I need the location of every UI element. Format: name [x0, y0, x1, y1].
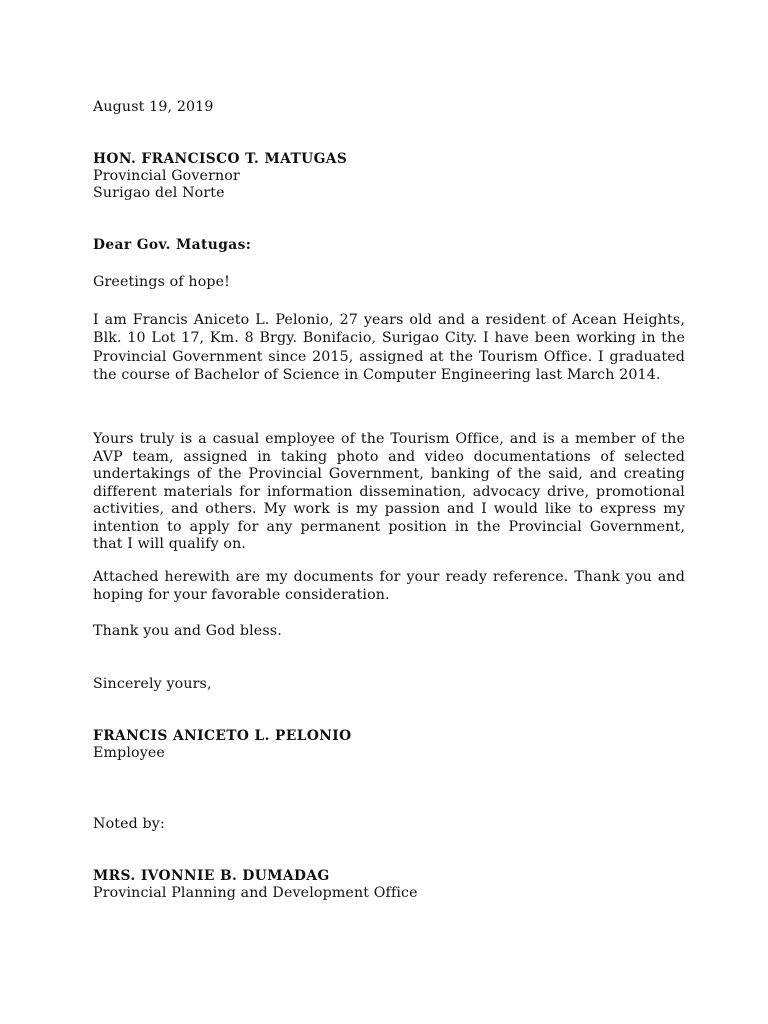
salutation: Dear Gov. Matugas: [93, 237, 252, 253]
noter-office: Provincial Planning and Development Office [93, 885, 418, 901]
greeting: Greetings of hope! [93, 274, 231, 290]
body-paragraph-3: Attached herewith are my documents for your ready reference. Thank you and hoping for your favorable consideration. [93, 569, 685, 603]
noted-by-label: Noted by: [93, 816, 165, 832]
recipient-title: Provincial Governor [93, 168, 240, 184]
recipient-location: Surigao del Norte [93, 185, 225, 201]
body-paragraph-1: I am Francis Aniceto L. Pelonio, 27 years old and a resident of Acean Heights, Blk. 10 Lot 17, Km. 8 Brgy. Bonifacio, Surigao City. I have been working in the Provincial Government since 2015, assigned at the Tourism Office. I graduated the course of Bachelor of Science in Computer Engineering last March 2014. [93, 312, 685, 384]
sender-name: FRANCIS ANICETO L. PELONIO [93, 728, 352, 744]
blessing: Thank you and God bless. [93, 623, 282, 639]
letter-date: August 19, 2019 [93, 99, 214, 115]
recipient-name: HON. FRANCISCO T. MATUGAS [93, 151, 348, 167]
sender-title: Employee [93, 745, 165, 761]
noter-name: MRS. IVONNIE B. DUMADAG [93, 868, 330, 884]
body-paragraph-2: Yours truly is a casual employee of the Tourism Office, and is a member of the AVP team, assigned in taking photo and video documentations of selected undertakings of the Provincial Government, banking of the said, and creating different materials for information dissemination, advocacy drive, promotional activities, and others. My work is my passion and I would like to express my intention to apply for any permanent position in the Provincial Government, that I will qualify on. [93, 431, 685, 552]
closing: Sincerely yours, [93, 676, 212, 692]
